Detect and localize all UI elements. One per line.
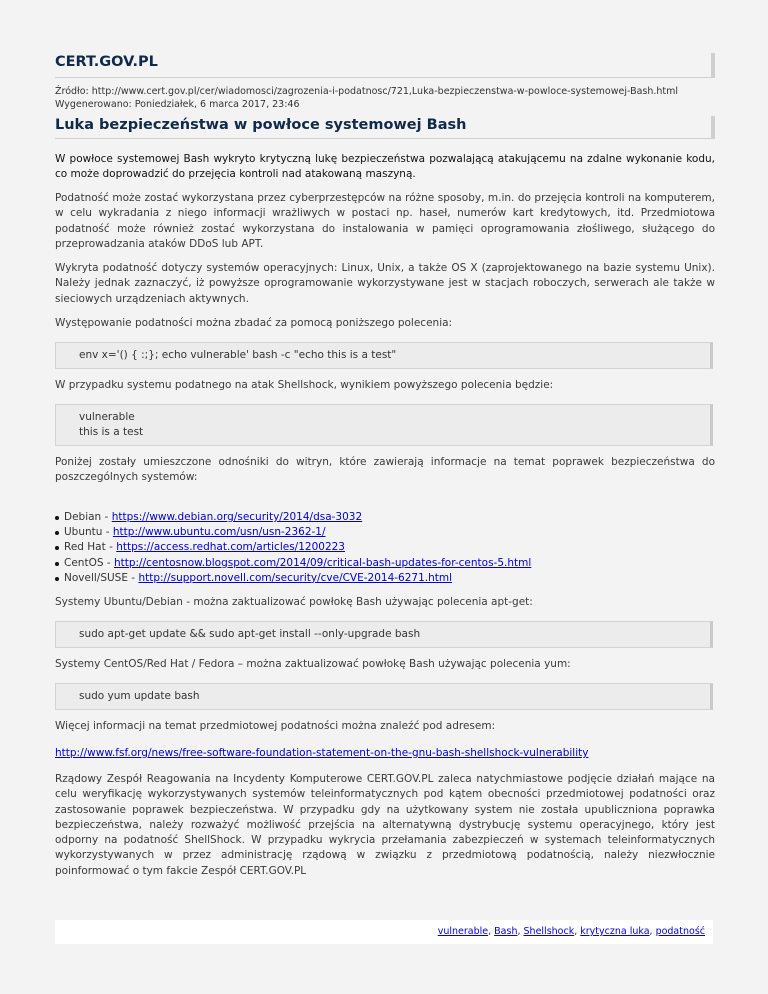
- paragraph-ubuntu-update: Systemy Ubuntu/Debian - można zaktualizować powłokę Bash używając polecenia apt-get:: [55, 596, 533, 608]
- code-line: sudo apt-get update && sudo apt-get install --only-upgrade bash: [79, 628, 421, 640]
- code-block-result: [55, 404, 713, 446]
- article-title: Luka bezpieczeństwa w powłoce systemowej Bash: [55, 117, 467, 133]
- paragraph-test-intro: Występowanie podatności można zbadać za pomocą poniższego polecenia:: [55, 317, 453, 329]
- code-line: vulnerable: [79, 411, 135, 423]
- link-label: Red Hat -: [64, 541, 117, 554]
- paragraph-impact: Podatność może zostać wykorzystana przez cyberprzestępców na różne sposoby, m.in. do przejęcia kontroli na komputerem, w celu wykradania z niego informacji wrażliwych w postaci np. haseł, numerów kart kredytowych, itd. Przedmiotowa podatność może również zostać wykorzystana do instalowania w pamięci oprogramowania złośliwego, służącego do przeprowadzania ataków DDoS lub APT.: [55, 192, 715, 250]
- paragraph-links-intro: Poniżej zostały umieszczone odnośniki do witryn, które zawierają informacje na temat poprawek bezpieczeństwa do poszczególnych systemów:: [55, 456, 715, 484]
- tags-list: [438, 926, 713, 937]
- list-item: [55, 525, 715, 540]
- debian-link[interactable]: https://www.debian.org/security/2014/dsa-3032: [111, 511, 363, 523]
- code-line: this is a test: [79, 426, 144, 439]
- article-meta: [55, 85, 715, 111]
- tag-link[interactable]: krytyczna luka: [580, 926, 650, 937]
- code-line: env x='() { :;}; echo vulnerable' bash -c "echo this is a test": [79, 349, 397, 361]
- fsf-link-line: [55, 746, 715, 761]
- bullet-icon: [55, 562, 59, 566]
- site-header: [55, 53, 715, 78]
- site-title: CERT.GOV.PL: [55, 54, 158, 70]
- patch-links-list: [55, 510, 715, 586]
- paragraph-affected-systems: Wykryta podatność dotyczy systemów operacyjnych: Linux, Unix, a także OS X (zaprojektowanego na bazie systemu Unix). Należy jednak zaznaczyć, iż powyższe oprogramowanie wykorzystywane jest w stacjach roboczych, serwerach ale także w sieciowych urządzeniach aktywnych.: [55, 262, 715, 305]
- tags-footer: [55, 920, 713, 944]
- tag-link[interactable]: Shellshock: [523, 926, 575, 937]
- tag-separator: ,: [649, 926, 656, 937]
- tag-separator: ,: [574, 926, 581, 937]
- suse-link[interactable]: http://support.novell.com/security/cve/CVE-2014-6271.html: [138, 571, 453, 584]
- bullet-icon: [55, 516, 59, 520]
- link-label: Debian -: [64, 511, 112, 523]
- bullet-icon: [55, 546, 59, 550]
- bullet-icon: [55, 531, 59, 535]
- tag-link[interactable]: Bash: [494, 926, 518, 937]
- list-item: [55, 540, 715, 555]
- link-label: Novell/SUSE -: [64, 571, 139, 584]
- generated-line: Wygenerowano: Poniedziałek, 6 marca 2017, 23:46: [55, 99, 300, 110]
- article-title-box: [55, 116, 715, 139]
- tag-link[interactable]: podatność: [655, 926, 705, 937]
- list-item: [55, 556, 715, 571]
- paragraph-recommendation: Rządowy Zespół Reagowania na Incydenty Komputerowe CERT.GOV.PL zaleca natychmiastowe podjęcie działań mające na celu weryfikację wykorzystywanych systemów teleinformatycznych pod kątem obecności przedmiotowej podatności oraz zastosowanie poprawek bezpieczeństwa. W przypadku gdy na użytkowany system nie została upubliczniona poprawka bezpieczeństwa, należy rozważyć możliwość przejścia na alternatywną dystrybucję systemu operacyjnego, który jest odporny na podatność ShellShock. W przypadku wykrycia przełamania zabezpieczeń w systemach teleinformatycznych wykorzystywanych w przez administrację rządową w związku z przedmiotową podatnością, należy niezwłocznie poinformować o tym fakcie Zespół CERT.GOV.PL: [55, 773, 715, 877]
- link-label: Ubuntu -: [64, 526, 113, 539]
- list-item: [55, 510, 715, 525]
- tag-link[interactable]: vulnerable: [437, 926, 489, 937]
- tag-separator: ,: [488, 926, 495, 937]
- code-block-yum: [55, 683, 713, 710]
- ubuntu-link[interactable]: http://www.ubuntu.com/usn/usn-2362-1/: [112, 526, 326, 539]
- centos-link[interactable]: http://centosnow.blogspot.com/2014/09/critical-bash-updates-for-centos-5.html: [113, 556, 532, 569]
- tag-separator: ,: [517, 926, 524, 937]
- bullet-icon: [55, 577, 59, 581]
- paragraph-more-info: Więcej informacji na temat przedmiotowej podatności można znaleźć pod adresem:: [55, 720, 496, 732]
- link-label: CentOS -: [64, 556, 114, 569]
- code-line: sudo yum update bash: [79, 690, 200, 702]
- list-item: [55, 571, 715, 586]
- paragraph-result-intro: W przypadku systemu podatnego na atak Shellshock, wynikiem powyższego polecenia będzie:: [55, 379, 554, 391]
- code-block-test-command: [55, 342, 713, 369]
- source-line: Źródło: http://www.cert.gov.pl/cer/wiadomosci/zagrozenia-i-podatnosc/721,Luka-bezpieczenstwa-w-powloce-systemowej-Bash.html: [55, 86, 679, 97]
- paragraph-centos-update: Systemy CentOS/Red Hat / Fedora – można zaktualizować powłokę Bash używając polecenia yum:: [55, 658, 571, 670]
- lead-paragraph: W powłoce systemowej Bash wykryto krytyczną lukę bezpieczeństwa pozwalającą atakującemu na zdalne wykonanie kodu, co może doprowadzić do przejęcia kontroli nad atakowaną maszyną.: [55, 153, 715, 181]
- fsf-link[interactable]: http://www.fsf.org/news/free-software-foundation-statement-on-the-gnu-bash-shellshock-vulnerability: [55, 747, 589, 759]
- code-block-apt: [55, 621, 713, 648]
- redhat-link[interactable]: https://access.redhat.com/articles/1200223: [116, 541, 345, 554]
